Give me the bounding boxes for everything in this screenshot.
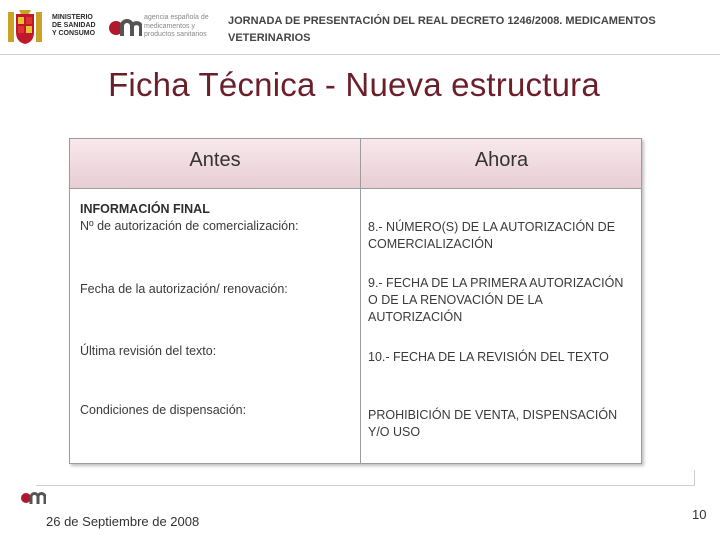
agency-line-3: productos sanitarios [144,31,207,38]
ministerio-line-1: MINISTERIO [52,14,93,21]
agency-line-1: agencia española de [144,14,209,21]
event-title: JORNADA DE PRESENTACIÓN DEL REAL DECRETO 1246/2008. MEDICAMENTOS VETERINARIOS [228,15,656,44]
ministerio-line-3: Y CONSUMO [52,30,96,37]
agency-logo-icon [108,14,142,40]
column-header-before: Antes [189,149,241,171]
table-header [70,139,641,189]
footer-agency-logo-icon [20,488,46,506]
header-divider [0,54,720,55]
column-divider [360,139,361,463]
section-heading: INFORMACIÓN FINAL [80,202,210,216]
ministerio-line-2: DE SANIDAD [52,22,96,29]
table-row-4-before: Condiciones de dispensación: [80,403,247,417]
comparison-table [69,138,642,464]
page-number: 10 [692,507,707,522]
footer-corner-divider [694,470,695,486]
table-row-2-before: Fecha de la autorización/ renovación: [80,282,288,296]
slide-title: Ficha Técnica - Nueva estructura [108,66,600,103]
table-row-4-after: PROHIBICIÓN DE VENTA, DISPENSACIÓN Y/O USO [368,408,618,439]
column-header-after: Ahora [474,149,529,171]
agency-line-2: medicamentos y [144,22,195,30]
coat-of-arms-logo [6,8,44,48]
table-row-1-before [80,201,350,235]
table-row-3-after: 10.- FECHA DE LA REVISIÓN DEL TEXTO [368,350,609,364]
footer-date: 26 de Septiembre de 2008 [46,514,200,529]
row-1-left-text: Nº de autorización de comercialización: [80,219,299,233]
agency-label [144,14,214,40]
table-row-1-after: 8.- NÚMERO(S) DE LA AUTORIZACIÓN DE COMERCIALIZACIÓN [368,220,616,251]
footer-divider [36,485,695,486]
table-row-2-after: 9.- FECHA DE LA PRIMERA AUTORIZACIÓN O DE LA RENOVACIÓN DE LA AUTORIZACIÓN [368,276,624,324]
table-row-3-before: Última revisión del texto: [80,344,217,358]
ministerio-label [52,14,100,38]
